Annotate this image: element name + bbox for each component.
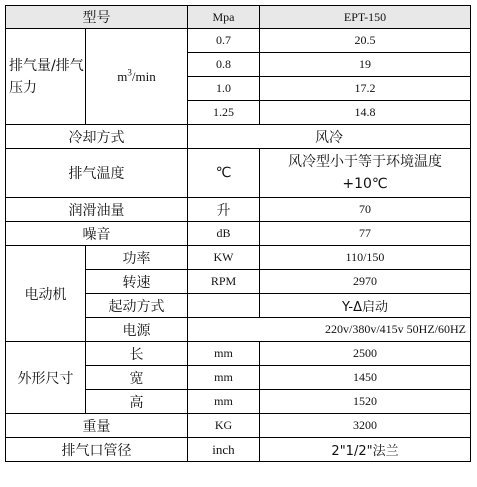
table-row — [6, 222, 471, 246]
air-pressure-unit: $m^3/\min$ — [86, 29, 188, 125]
motor-supply-label: 电源 — [86, 318, 188, 342]
table-row — [6, 246, 471, 270]
table-row — [6, 29, 471, 53]
noise-label: 噪音 — [6, 222, 188, 246]
oil-unit: 升 — [188, 198, 260, 222]
motor-start-label: 起动方式 — [86, 294, 188, 318]
dimension-height-label: 高 — [86, 390, 188, 414]
table-row — [6, 198, 471, 222]
dimension-length-label: 长 — [86, 342, 188, 366]
pressure-value: 1.25 — [188, 101, 260, 125]
dimension-length-value: 2500 — [260, 342, 471, 366]
flow-value: 20.5 — [260, 29, 471, 53]
dimension-width-unit: mm — [188, 366, 260, 390]
outlet-unit: inch — [188, 438, 260, 462]
motor-start-unit — [188, 294, 260, 318]
motor-speed-label: 转速 — [86, 270, 188, 294]
oil-label: 润滑油量 — [6, 198, 188, 222]
dimension-length-unit: mm — [188, 342, 260, 366]
table-row — [6, 6, 471, 29]
exhaust-temp-value: 风冷型小于等于环境温度 +10℃ — [260, 149, 471, 198]
weight-value: 3200 — [260, 414, 471, 438]
table-row — [6, 342, 471, 366]
exhaust-temp-label: 排气温度 — [6, 149, 188, 198]
flow-value: 19 — [260, 53, 471, 77]
table-row — [6, 414, 471, 438]
table-row — [6, 125, 471, 149]
model-unit: Mpa — [188, 6, 260, 29]
pressure-value: 0.8 — [188, 53, 260, 77]
motor-supply-value: 220v/380v/415v 50HZ/60HZ — [188, 318, 471, 342]
flow-value: 14.8 — [260, 101, 471, 125]
pressure-value: 0.7 — [188, 29, 260, 53]
dimension-width-value: 1450 — [260, 366, 471, 390]
motor-speed-unit: RPM — [188, 270, 260, 294]
motor-power-value: 110/150 — [260, 246, 471, 270]
weight-unit: KG — [188, 414, 260, 438]
cooling-value: 风冷 — [188, 125, 471, 149]
motor-start-value: Y-Δ启动 — [260, 294, 471, 318]
outlet-label: 排气口管径 — [6, 438, 188, 462]
model-label: 型号 — [6, 6, 188, 29]
air-pressure-label: 排气量/排气压力 — [6, 29, 86, 125]
motor-power-label: 功率 — [86, 246, 188, 270]
noise-value: 77 — [260, 222, 471, 246]
spec-table — [5, 5, 471, 462]
pressure-value: 1.0 — [188, 77, 260, 101]
model-value: EPT-150 — [260, 6, 471, 29]
noise-unit: dB — [188, 222, 260, 246]
cooling-label: 冷却方式 — [6, 125, 188, 149]
weight-label: 重量 — [6, 414, 188, 438]
outlet-value: 2"1/2"法兰 — [260, 438, 471, 462]
motor-speed-value: 2970 — [260, 270, 471, 294]
flow-value: 17.2 — [260, 77, 471, 101]
table-row — [6, 149, 471, 198]
dimension-width-label: 宽 — [86, 366, 188, 390]
motor-power-unit: KW — [188, 246, 260, 270]
dimension-height-value: 1520 — [260, 390, 471, 414]
table-row — [6, 438, 471, 462]
motor-label: 电动机 — [6, 246, 86, 342]
exhaust-temp-unit: ℃ — [188, 149, 260, 198]
dimensions-label: 外形尺寸 — [6, 342, 86, 414]
dimension-height-unit: mm — [188, 390, 260, 414]
oil-value: 70 — [260, 198, 471, 222]
